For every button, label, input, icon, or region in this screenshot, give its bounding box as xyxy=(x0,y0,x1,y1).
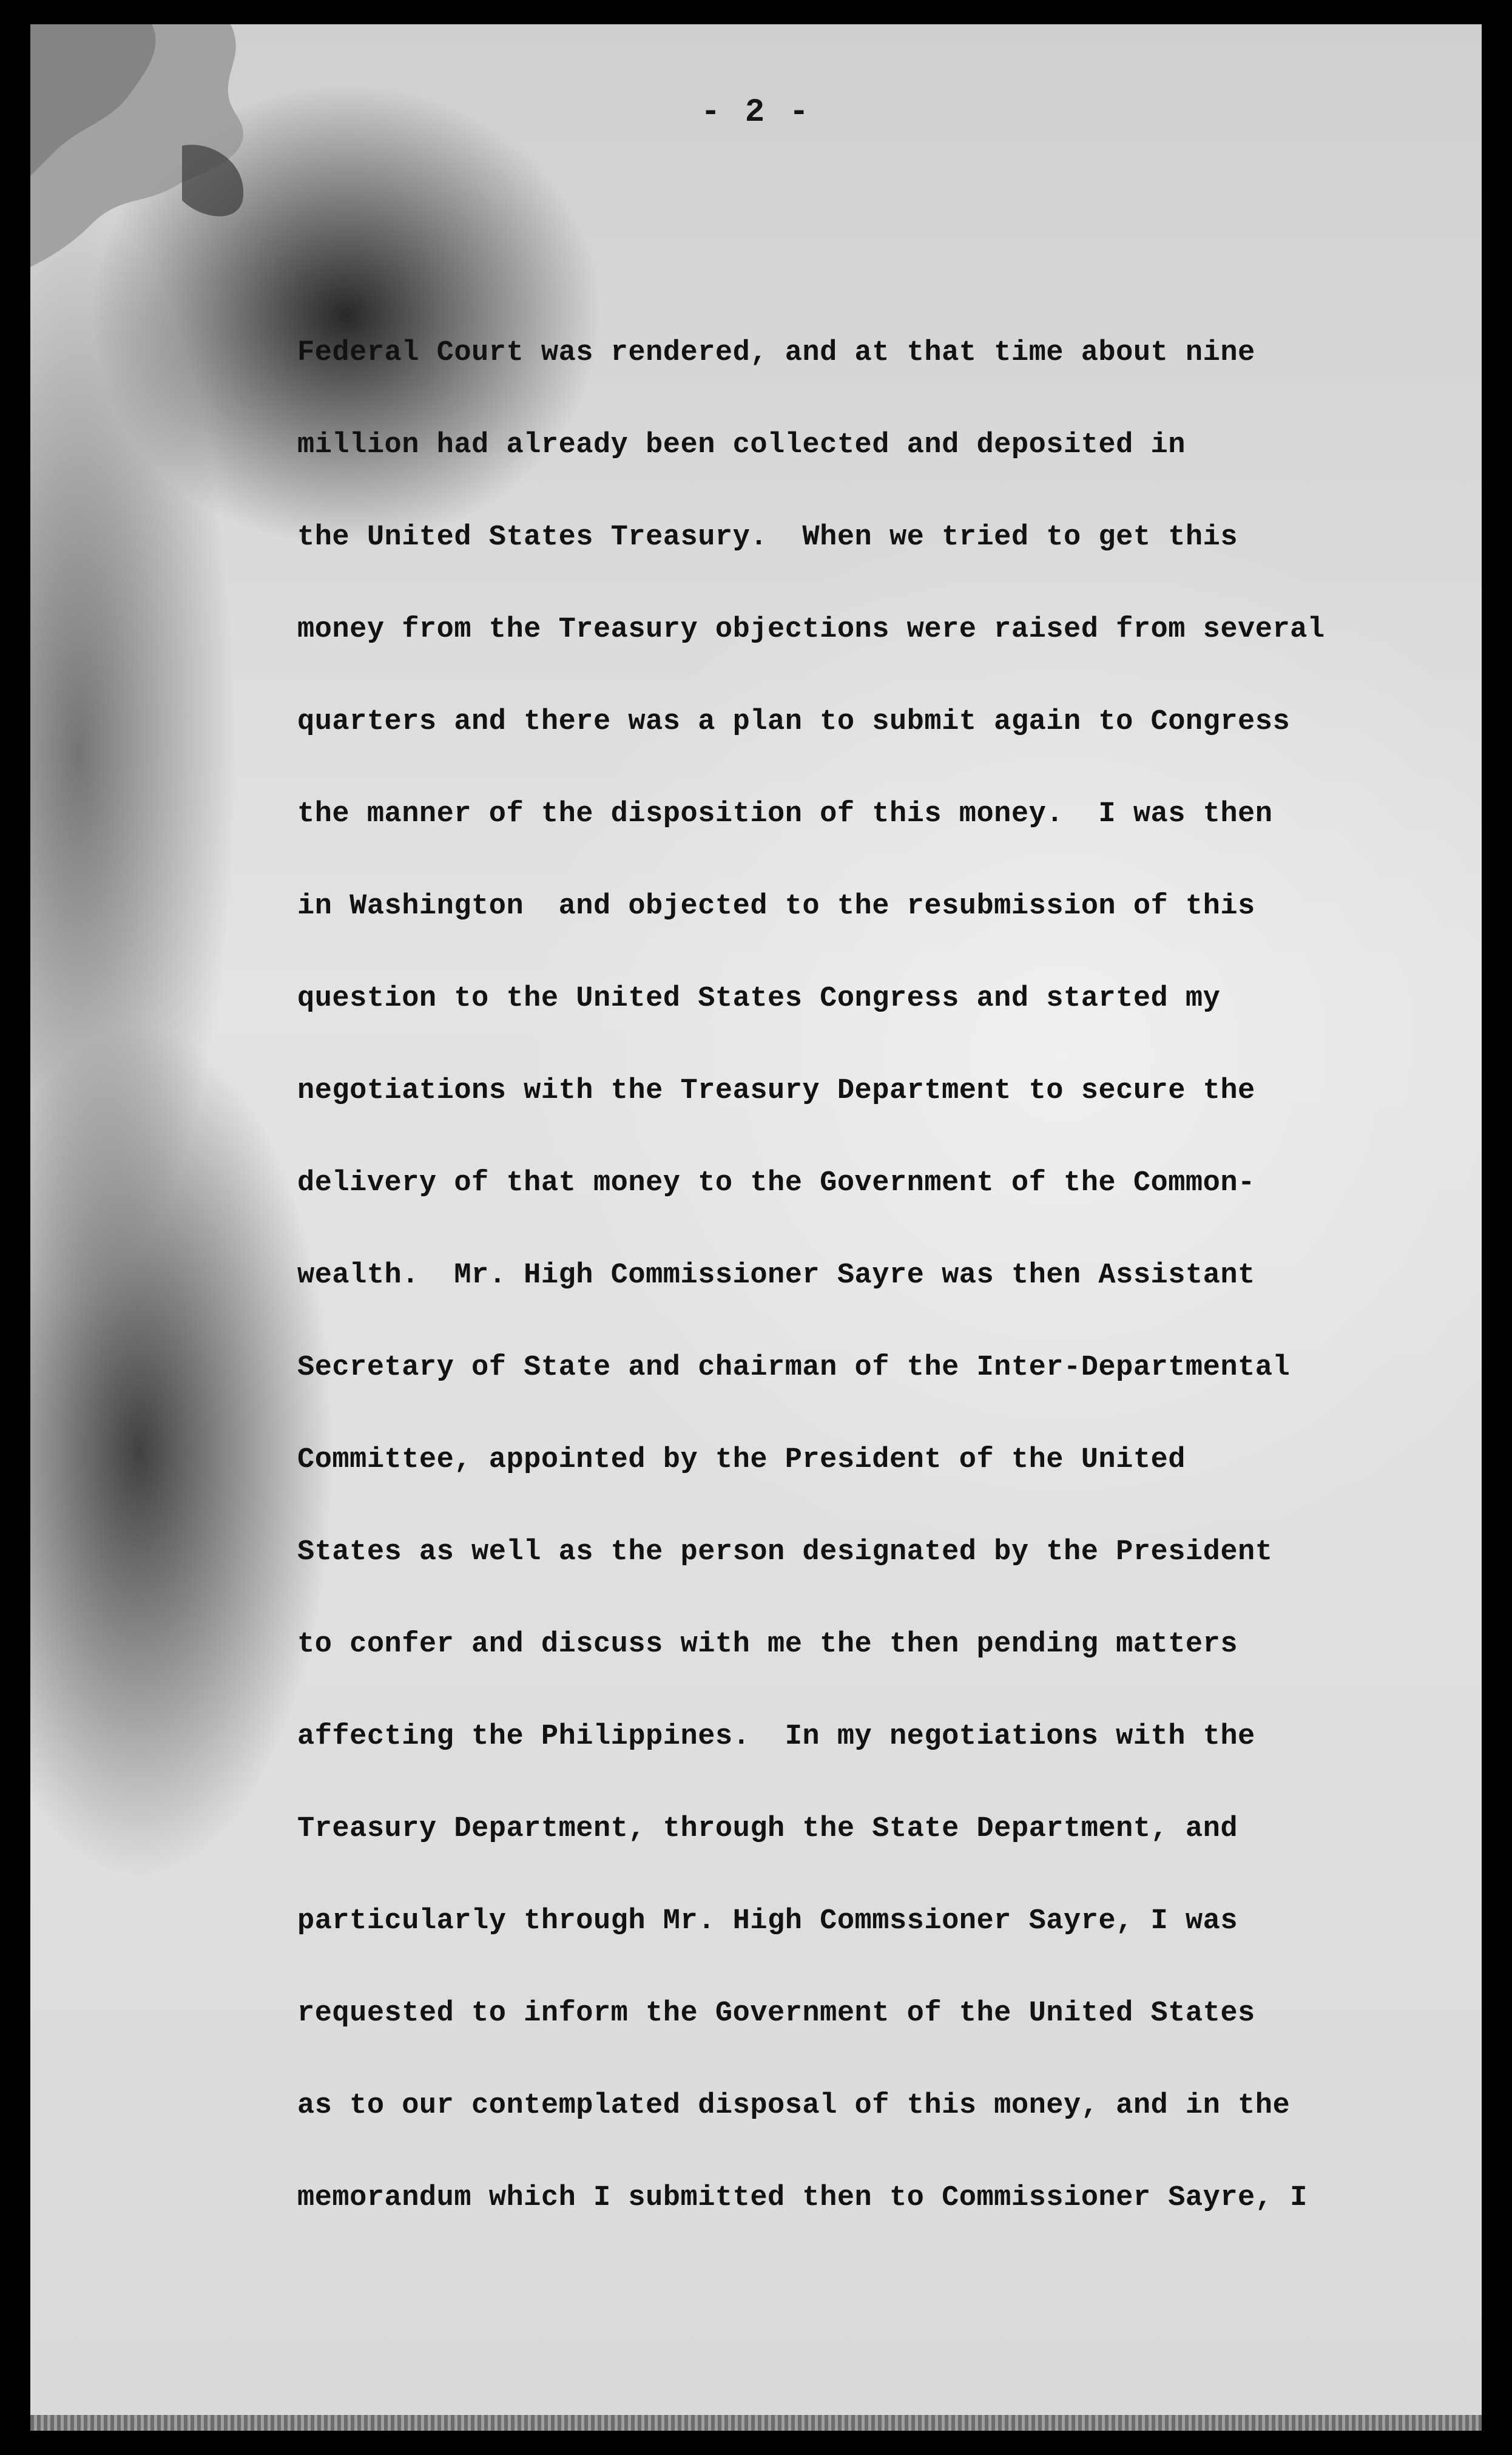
text-line: quarters and there was a plan to submit again to Congress xyxy=(297,706,1291,738)
text-line: million had already been collected and deposited in xyxy=(297,429,1186,461)
text-line: affecting the Philippines. In my negotiations with the xyxy=(297,1721,1255,1753)
text-line: Secretary of State and chairman of the Inter-Departmental xyxy=(297,1352,1291,1384)
text-line: question to the United States Congress and started my xyxy=(297,983,1221,1015)
text-line: Federal Court was rendered, and at that time about nine xyxy=(297,337,1255,369)
text-line: money from the Treasury objections were raised from several xyxy=(297,614,1325,646)
film-edge xyxy=(30,2415,1482,2431)
text-line: the manner of the disposition of this money. I was then xyxy=(297,798,1273,830)
text-line: negotiations with the Treasury Department to secure the xyxy=(297,1075,1255,1107)
text-line: in Washington and objected to the resubmission of this xyxy=(297,890,1255,923)
page-number: - 2 - xyxy=(700,94,812,131)
text-line: the United States Treasury. When we tried to get this xyxy=(297,521,1238,554)
text-line: requested to inform the Government of the United States xyxy=(297,1997,1255,2030)
text-line: Committee, appointed by the President of the United xyxy=(297,1444,1186,1476)
text-line: particularly through Mr. High Commssioner Sayre, I was xyxy=(297,1905,1238,1937)
text-line: to confer and discuss with me the then pending matters xyxy=(297,1628,1238,1661)
text-line: delivery of that money to the Government of the Common- xyxy=(297,1167,1255,1199)
body-text xyxy=(30,24,1482,2431)
text-line: as to our contemplated disposal of this money, and in the xyxy=(297,2090,1291,2122)
text-line: States as well as the person designated by the President xyxy=(297,1536,1273,1568)
document-page xyxy=(30,24,1482,2431)
text-line: memorandum which I submitted then to Commissioner Sayre, I xyxy=(297,2182,1308,2214)
text-line: wealth. Mr. High Commissioner Sayre was then Assistant xyxy=(297,1259,1255,1292)
text-line: Treasury Department, through the State Department, and xyxy=(297,1813,1238,1845)
